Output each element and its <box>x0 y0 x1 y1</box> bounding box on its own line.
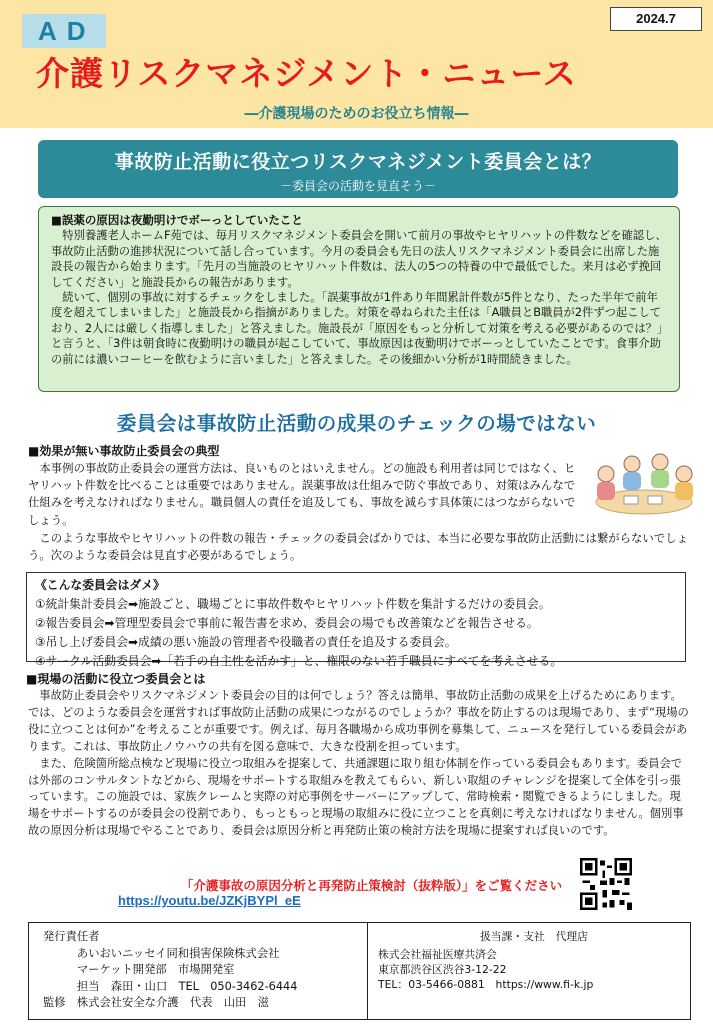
video-promo-text: 「介護事故の原因分析と再発防止策検討（抜粋版）」をご覧ください <box>180 878 563 893</box>
newsletter-subtitle: ―介護現場のためのお役立ち情報― <box>244 106 469 122</box>
newsletter-title: 介護リスクマネジメント・ニュース <box>36 54 577 93</box>
agency-title: 扱当課・支社 代理店 <box>480 930 588 943</box>
section1-heading: ■効果が無い事故防止委員会の典型 <box>28 444 220 458</box>
section1-body <box>28 460 576 529</box>
publisher-line: あいおいニッセイ同和損害保険株式会社 <box>43 946 280 960</box>
agency-line: 東京都渋谷区渋谷3-12-22 <box>378 963 507 976</box>
publisher-info <box>43 929 353 1012</box>
case-paragraph-1: 特別養護老人ホームF苑では、毎月リスクマネジメント委員会を開いて前月の事故やヒヤリハットの件数などを確認し、事故防止活動の進捗状況について話し合っています。今月の委員会も先日の法人リスクマネジメント委員会に出席した施設長の報告から始まります。「先月の当施設のヒヤリハット件数は、法人の5つの特養の中で最低でした。来月は必ず挽回してください」と施設長からの報告があります。 <box>51 229 667 289</box>
ad-label: AD <box>22 14 106 48</box>
ng-item: ③吊し上げ委員会➡成績の悪い施設の管理者や役職者の責任を追及する委員会。 <box>35 635 457 649</box>
video-link[interactable]: https://youtu.be/JZKjBYPl_eE <box>118 893 301 908</box>
agency-line: 株式会社福祉医療共済会 <box>378 948 497 961</box>
section1-paragraph-1: 本事例の事故防止委員会の運営方法は、良いものとはいえません。どの施設も利用者は同じではなく、ヒヤリハット件数を比べることは重要ではありません。誤薬事故は仕組みで防ぐ事故であり、対策はみんなで仕組みを考えなければなりません。職員個人の責任を追及しても、事故を減らす具体策にはつながらないでしょう。 <box>28 461 576 527</box>
ng-committee-box <box>26 572 686 668</box>
topic-banner <box>38 140 678 198</box>
ng-item: ②報告委員会➡管理型委員会で事前に報告書を求め、委員会の場でも改善策などを報告させる。 <box>35 616 539 630</box>
section1-paragraph-2: このような事故やヒヤリハットの件数の報告・チェックの委員会ばかりでは、本当に必要な事故防止活動には繋がらないでしょう。次のような委員会は見直す必要があるでしょう。 <box>28 531 688 563</box>
publisher-line: マーケット開発部 市場開発室 <box>43 963 235 977</box>
agency-info <box>367 923 690 1019</box>
section2-body <box>28 688 692 840</box>
case-heading: ■誤薬の原因は夜勤明けでボーっとしていたこと <box>51 213 303 227</box>
section2-paragraph-1: 事故防止委員会やリスクマネジメント委員会の目的は何でしょう？答えは簡単、事故防止活動の成果を上げるためにあります。では、どのような委員会を運営すれば事故防止活動の成果につながるのでしょうか？事故を防止するのは現場であり、まず“現場の役に立つことは何か”を考えることが重要です。例えば、毎月各職場から成功事例を募集して、ニュースを発行している委員会があります。これは、事故防止ノウハウの共有を図る意味で、大きな役割を担っています。 <box>28 689 689 753</box>
agency-line: TEL：03-5466-0881 https://www.fi-k.jp <box>378 978 594 991</box>
case-box <box>38 206 680 392</box>
banner-subtitle: －委員会の活動を見直そう－ <box>279 179 436 193</box>
publisher-line: 担当 森田・山口 TEL 050-3462-6444 <box>43 979 298 993</box>
footer-box <box>28 922 691 1020</box>
issue-date: 2024.7 <box>610 7 702 31</box>
section2-paragraph-2: また、危険箇所総点検など現場に役立つ取組みを提案して、共通課題に取り組む体制を作っている委員会もあります。委員会では外部のコンサルタントなどから、現場をサポートする取組みを教えてもらい、新しい取組のチャレンジを提案して全体を引っ張っています。この施設では、家族クレームと実際の対応事例をサーバーにアップして、常時検索・閲覧できるようにしました。現場をサポートするのが委員会の役割であり、もっともっと現場の取組みに役に立つことを真剣に考えなければなりません。個別事故の原因分析は現場でやることであり、委員会は原因分析と再発防止策の検討方法を現場に提案すれば良いのです。 <box>28 756 684 838</box>
section1-title: 委員会は事故防止活動の成果のチェックの場ではない <box>116 412 597 435</box>
section1-body-2 <box>28 530 688 564</box>
banner-title: 事故防止活動に役立つリスクマネジメント委員会とは？ <box>114 151 602 173</box>
ng-heading: 《こんな委員会はダメ》 <box>35 578 165 592</box>
meeting-illustration <box>584 444 704 522</box>
ng-item: ①統計集計委員会➡施設ごと、職場ごとに事故件数やヒヤリハット件数を集計するだけの委員会。 <box>35 597 551 611</box>
case-paragraph-2: 続いて、個別の事故に対するチェックをしました。「誤薬事故が1件あり年間累計件数が5件となり、たった半年で前年度を超えてしまいました」と施設長から指摘がありました。対策を尋ねられた主任は「A職員とB職員が2件ずつ起こしており、2人には厳しく指導しました」と答えました。施設長が「原因をもっと分析して対策を考える必要があるのでは？」と言うと、「3件は朝食時に夜勤明けの職員が起こしていて、事故原因は夜勤明けでボーっとしていたことです。食事介助の前には濃いコーヒーを飲むように言いました」と答えました。その後細かい分析が1時間続きました。 <box>51 291 669 366</box>
ng-item: ④サークル活動委員会➡「若手の自主性を活かす」と、権限のない若手職員にすべてを考えさせる。 <box>35 654 563 668</box>
publisher-line: 発行責任者 <box>43 930 100 943</box>
section2-heading: ■現場の活動に役立つ委員会とは <box>26 672 206 686</box>
publisher-line: 監修 株式会社安全な介護 代表 山田 滋 <box>43 996 269 1010</box>
